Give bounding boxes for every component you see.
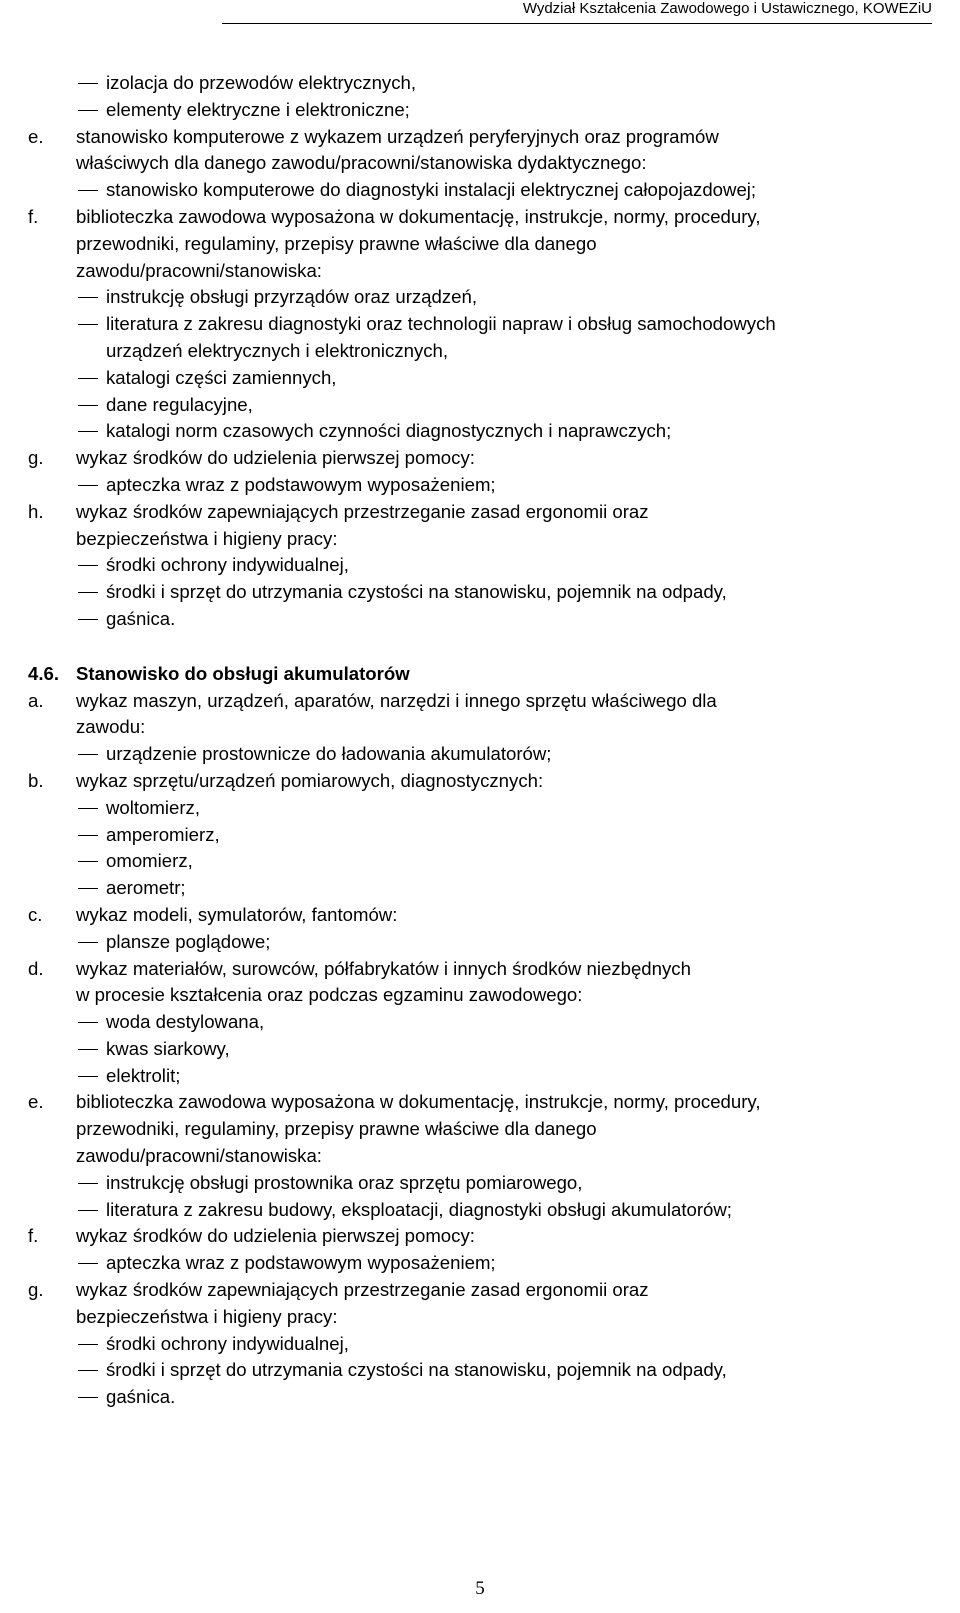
dash-bullet-icon <box>78 324 98 325</box>
dash-item <box>28 741 938 768</box>
dash-bullet-icon <box>78 835 98 836</box>
dash-item <box>28 579 938 606</box>
line-text: literatura z zakresu budowy, eksploatacji, diagnostyki obsługi akumulatorów; <box>106 1198 732 1220</box>
dash-bullet-icon <box>78 1263 98 1264</box>
item-label: e. <box>28 125 44 147</box>
line-text: instrukcję obsługi prostownika oraz sprzętu pomiarowego, <box>106 1171 583 1193</box>
dash-item <box>28 929 938 956</box>
line-text: środki i sprzęt do utrzymania czystości na stanowisku, pojemnik na odpady, <box>106 1359 727 1381</box>
item-label: f. <box>28 205 39 227</box>
dash-item <box>28 848 938 875</box>
line-text: wykaz maszyn, urządzeń, aparatów, narzędzi i innego sprzętu właściwego dla <box>76 689 717 711</box>
line-text: kwas siarkowy, <box>106 1037 230 1059</box>
line-text: izolacja do przewodów elektrycznych, <box>106 72 417 93</box>
line-text: bezpieczeństwa i higieny pracy: <box>76 1305 338 1327</box>
line-text: środki ochrony indywidualnej, <box>106 1332 349 1354</box>
dash-bullet-icon <box>78 1370 98 1371</box>
line-text: instrukcję obsługi przyrządów oraz urządzeń, <box>106 286 478 308</box>
item-label: h. <box>28 500 44 522</box>
line-text: zawodu: <box>76 716 146 738</box>
item-label: d. <box>28 957 44 979</box>
line-text: wykaz środków do udzielenia pierwszej pomocy: <box>76 447 475 469</box>
dash-item <box>28 418 938 445</box>
dash-bullet-icon <box>78 888 98 889</box>
section-heading <box>28 661 938 688</box>
line-text: apteczka wraz z podstawowym wyposażeniem; <box>106 473 496 495</box>
item-label: g. <box>28 447 44 469</box>
list-item <box>28 768 938 795</box>
line-text: środki i sprzęt do utrzymania czystości na stanowisku, pojemnik na odpady, <box>106 581 727 603</box>
dash-bullet-icon <box>78 808 98 809</box>
page-number: 5 <box>475 1578 485 1599</box>
dash-item <box>28 392 938 419</box>
line-text: właściwych dla danego zawodu/pracowni/stanowiska dydaktycznego: <box>76 152 647 174</box>
line-text: wykaz środków do udzielenia pierwszej pomocy: <box>76 1225 475 1247</box>
line-text: urządzeń elektrycznych i elektronicznych, <box>106 339 449 361</box>
dash-bullet-icon <box>78 1183 98 1184</box>
dash-item <box>28 552 938 579</box>
dash-bullet-icon <box>78 592 98 593</box>
list-item <box>28 445 938 472</box>
dash-item <box>28 472 938 499</box>
line-text: zawodu/pracowni/stanowiska: <box>76 259 322 281</box>
line-text: elementy elektryczne i elektroniczne; <box>106 98 410 120</box>
line-text: wykaz środków zapewniających przestrzeganie zasad ergonomii oraz <box>76 500 649 522</box>
intro-list <box>28 70 938 633</box>
list-item-continuation <box>28 150 938 177</box>
list-item <box>28 956 938 983</box>
line-text: gaśnica. <box>106 607 176 629</box>
line-text: katalogi części zamiennych, <box>106 366 337 388</box>
list-item <box>28 902 938 929</box>
line-text: bezpieczeństwa i higieny pracy: <box>76 527 338 549</box>
dash-item <box>28 1197 938 1224</box>
dash-item <box>28 1036 938 1063</box>
line-text: wykaz materiałów, surowców, półfabrykatów i innych środków niezbędnych <box>76 957 691 979</box>
line-text: wykaz środków zapewniających przestrzeganie zasad ergonomii oraz <box>76 1279 649 1301</box>
line-text: biblioteczka zawodowa wyposażona w dokumentację, instrukcje, normy, procedury, <box>76 205 761 227</box>
dash-bullet-icon <box>78 405 98 406</box>
dash-item <box>28 1063 938 1090</box>
list-item <box>28 124 938 151</box>
dash-item <box>28 177 938 204</box>
dash-bullet-icon <box>78 1344 98 1345</box>
dash-item <box>28 1357 938 1384</box>
dash-item <box>28 1384 938 1411</box>
dash-bullet-icon <box>78 1076 98 1077</box>
line-text: apteczka wraz z podstawowym wyposażeniem; <box>106 1252 496 1274</box>
line-text: gaśnica. <box>106 1386 176 1408</box>
list-item <box>28 1223 938 1250</box>
line-text: omomierz, <box>106 850 193 872</box>
list-item-continuation <box>28 1143 938 1170</box>
line-text: woda destylowana, <box>106 1011 265 1033</box>
dash-item <box>28 606 938 633</box>
line-text: urządzenie prostownicze do ładowania akumulatorów; <box>106 743 552 765</box>
dash-bullet-icon <box>78 190 98 191</box>
list-item <box>28 499 938 526</box>
dash-bullet-icon <box>78 942 98 943</box>
list-item <box>28 688 938 715</box>
dash-bullet-icon <box>78 565 98 566</box>
list-item-continuation <box>28 1116 938 1143</box>
item-label: b. <box>28 769 44 791</box>
dash-item <box>28 875 938 902</box>
list-item-continuation <box>28 714 938 741</box>
line-text: literatura z zakresu diagnostyki oraz technologii napraw i obsług samochodowych <box>106 313 776 335</box>
line-text: przewodniki, regulaminy, przepisy prawne właściwe dla danego <box>76 1118 597 1140</box>
dash-bullet-icon <box>78 1397 98 1398</box>
dash-item <box>28 70 938 97</box>
dash-bullet-icon <box>78 1049 98 1050</box>
dash-bullet-icon <box>78 297 98 298</box>
line-text: biblioteczka zawodowa wyposażona w dokumentację, instrukcje, normy, procedury, <box>76 1091 761 1113</box>
list-item-continuation <box>28 982 938 1009</box>
line-text: woltomierz, <box>106 796 201 818</box>
line-text: wykaz modeli, symulatorów, fantomów: <box>76 903 398 925</box>
dash-bullet-icon <box>78 1210 98 1211</box>
page-header <box>222 0 932 24</box>
section-list <box>28 688 938 1412</box>
dash-item <box>28 1331 938 1358</box>
dash-bullet-icon <box>78 83 98 84</box>
line-text: dane regulacyjne, <box>106 393 253 415</box>
dash-item-continuation <box>28 338 938 365</box>
line-text: elektrolit; <box>106 1064 181 1086</box>
list-item <box>28 1277 938 1304</box>
dash-item <box>28 1009 938 1036</box>
line-text: środki ochrony indywidualnej, <box>106 554 349 576</box>
dash-bullet-icon <box>78 754 98 755</box>
list-item <box>28 204 938 231</box>
document-body <box>28 70 938 1411</box>
dash-bullet-icon <box>78 1022 98 1023</box>
list-item-continuation <box>28 526 938 553</box>
line-text: stanowisko komputerowe do diagnostyki instalacji elektrycznej całopojazdowej; <box>106 179 757 201</box>
dash-item <box>28 1170 938 1197</box>
dash-bullet-icon <box>78 619 98 620</box>
item-label: f. <box>28 1225 39 1247</box>
item-label: g. <box>28 1279 44 1301</box>
line-text: katalogi norm czasowych czynności diagnostycznych i naprawczych; <box>106 420 672 442</box>
header-title: Wydział Kształcenia Zawodowego i Ustawicznego, KOWEZiU <box>522 0 932 17</box>
dash-item <box>28 97 938 124</box>
item-label: e. <box>28 1091 44 1113</box>
list-item <box>28 1089 938 1116</box>
section-number: 4.6. <box>28 662 60 684</box>
dash-bullet-icon <box>78 378 98 379</box>
dash-bullet-icon <box>78 110 98 111</box>
line-text: aerometr; <box>106 877 186 899</box>
dash-bullet-icon <box>78 485 98 486</box>
line-text: stanowisko komputerowe z wykazem urządzeń peryferyjnych oraz programów <box>76 125 719 147</box>
line-text: plansze poglądowe; <box>106 930 271 952</box>
dash-item <box>28 1250 938 1277</box>
dash-bullet-icon <box>78 431 98 432</box>
list-item-continuation <box>28 231 938 258</box>
item-label: c. <box>28 903 43 925</box>
dash-bullet-icon <box>78 861 98 862</box>
list-item-continuation <box>28 1304 938 1331</box>
section-title: Stanowisko do obsługi akumulatorów <box>76 662 410 684</box>
dash-item <box>28 795 938 822</box>
dash-item <box>28 311 938 338</box>
line-text: wykaz sprzętu/urządzeń pomiarowych, diagnostycznych: <box>76 769 544 791</box>
item-label: a. <box>28 689 44 711</box>
line-text: przewodniki, regulaminy, przepisy prawne właściwe dla danego <box>76 232 597 254</box>
line-text: zawodu/pracowni/stanowiska: <box>76 1145 322 1167</box>
dash-item <box>28 284 938 311</box>
line-text: amperomierz, <box>106 823 220 845</box>
list-item-continuation <box>28 258 938 285</box>
dash-item <box>28 822 938 849</box>
line-text: w procesie kształcenia oraz podczas egzaminu zawodowego: <box>76 984 583 1006</box>
dash-item <box>28 365 938 392</box>
